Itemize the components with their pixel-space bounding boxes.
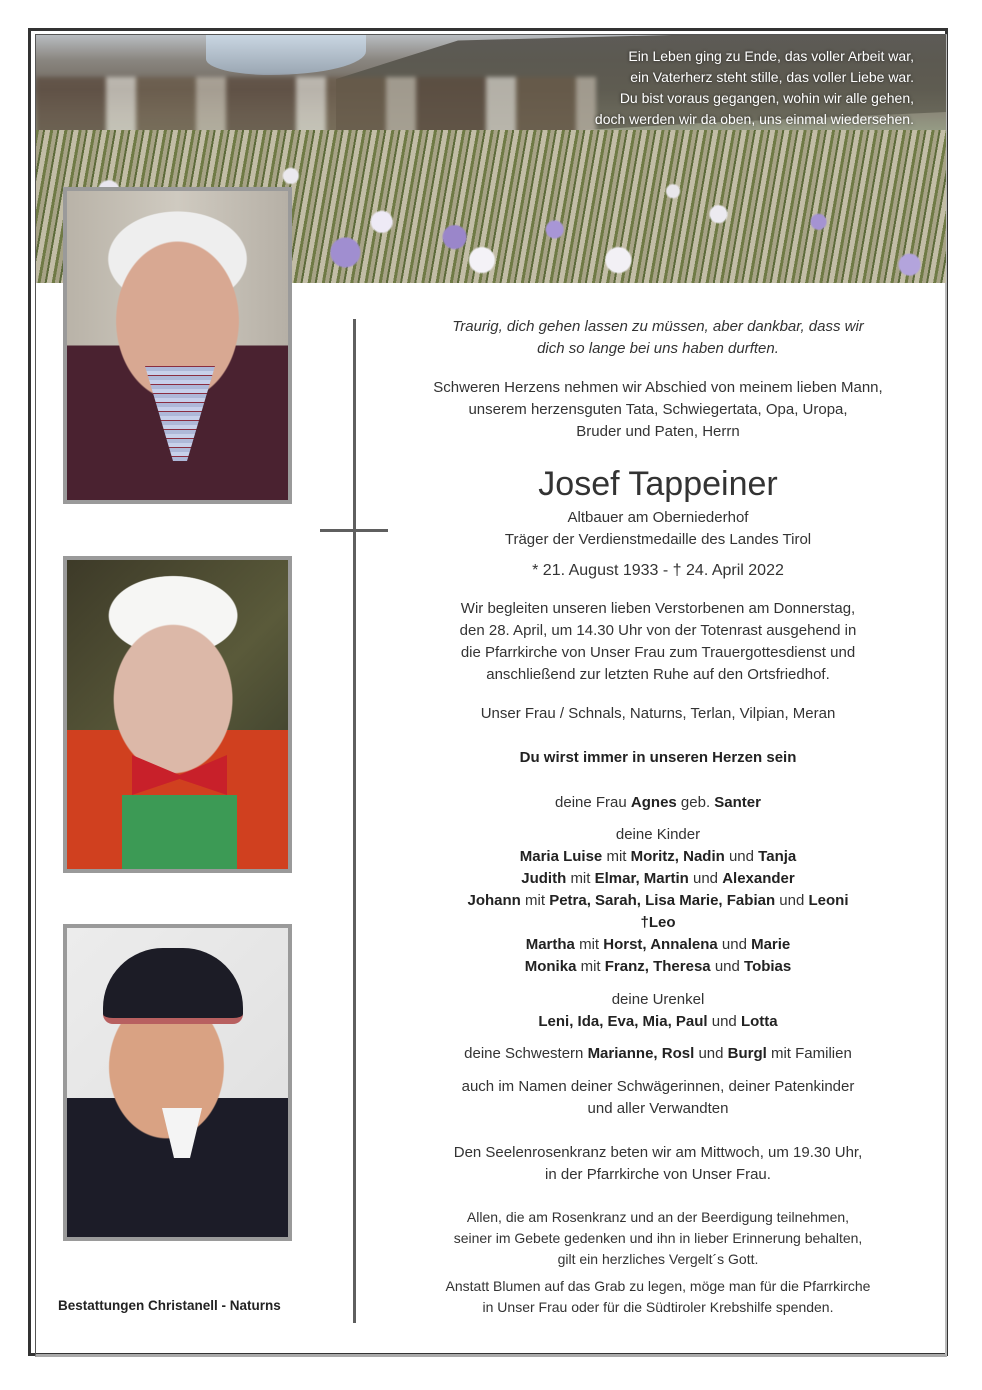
und: und [779, 892, 805, 909]
child-row [388, 956, 928, 978]
life-dates: * 21. August 1933 - † 24. April 2022 [532, 562, 784, 579]
sister-last: Burgl [727, 1045, 767, 1062]
uniform-cap [103, 948, 243, 1024]
family-name-last: Tobias [744, 958, 792, 975]
donation-line: Anstatt Blumen auf das Grab zu legen, möge man für die Pfarrkirche [445, 1278, 871, 1294]
child-row [388, 890, 928, 912]
great-grandchildren-names: Leni, Ida, Eva, Mia, Paul [538, 1013, 708, 1030]
thanks-line: gilt ein herzliches Vergelt´s Gott. [557, 1251, 759, 1267]
rosary-line: in der Pfarrkirche von Unser Frau. [545, 1166, 771, 1183]
und: und [714, 958, 740, 975]
motto: Du wirst immer in unseren Herzen sein [519, 749, 797, 766]
portrait-photo-2 [63, 556, 292, 873]
farewell-text [388, 377, 928, 443]
poem-line: ein Vaterherz steht stille, das voller Liebe war. [630, 69, 914, 85]
title-line: Altbauer am Oberniederhof [567, 509, 749, 526]
family-name-last: Marie [751, 936, 791, 953]
funeral-details [388, 598, 928, 686]
great-grandchild-last: Lotta [740, 1013, 778, 1030]
funeral-line: Wir begleiten unseren lieben Verstorbenen am Donnerstag, [460, 600, 856, 617]
family-name-last: Alexander [722, 870, 795, 887]
child-row [388, 912, 928, 934]
sisters-line [388, 1043, 928, 1065]
wife-line [388, 792, 928, 814]
farewell-line: Bruder und Paten, Herrn [576, 423, 740, 440]
funeral-line: anschließend zur letzten Ruhe auf den Ortsfriedhof. [486, 666, 830, 683]
relatives-line: auch im Namen deiner Schwägerinnen, deiner Patenkinder [461, 1078, 855, 1095]
red-bow [132, 755, 227, 795]
family-names: Horst, Annalena [603, 936, 718, 953]
family-name-last: Tanja [758, 848, 797, 865]
sisters-names: Marianne, Rosl [587, 1045, 695, 1062]
poem-line: Du bist voraus gegangen, wohin wir alle gehen, [619, 90, 914, 106]
family-names: Moritz, Nadin [630, 848, 725, 865]
intro-line: dich so lange bei uns haben durften. [537, 340, 779, 357]
thanks-line: seiner im Gebete gedenken und ihn in lieber Erinnerung behalten, [453, 1230, 863, 1246]
donation-text [388, 1276, 928, 1318]
green-vest [122, 795, 237, 873]
family-names: Franz, Theresa [604, 958, 711, 975]
und: und [711, 1013, 737, 1030]
thanks-text [388, 1207, 928, 1270]
banner-poem [595, 46, 914, 130]
intro-text [388, 316, 928, 360]
family-names: Elmar, Martin [594, 870, 689, 887]
mit: mit [525, 892, 546, 909]
mit: mit [579, 936, 600, 953]
cross-icon-vertical [353, 319, 356, 1323]
great-grandchildren-label: deine Urenkel [611, 991, 705, 1008]
wife-prefix: deine Frau [555, 794, 627, 811]
und: und [692, 870, 719, 887]
great-grandchildren-row [388, 1011, 928, 1033]
und: und [698, 1045, 724, 1062]
relatives-line: und aller Verwandten [587, 1100, 729, 1117]
mit: mit [580, 958, 601, 975]
family-names: Petra, Sarah, Lisa Marie, Fabian [549, 892, 776, 909]
places: Unser Frau / Schnals, Naturns, Terlan, Vilpian, Meran [480, 705, 836, 722]
children-block [388, 824, 928, 978]
farewell-line: unserem herzensguten Tata, Schwiegertata, Opa, Uropa, [468, 401, 848, 418]
poem-line: doch werden wir da oben, uns einmal wiedersehen. [594, 111, 914, 127]
sisters-prefix: deine Schwestern [464, 1045, 584, 1062]
funeral-line: die Pfarrkirche von Unser Frau zum Trauergottesdienst und [460, 644, 856, 661]
plaid-shirt [145, 366, 215, 461]
family-name-last: Leoni [808, 892, 849, 909]
children-label: deine Kinder [615, 826, 701, 843]
shirt-collar [162, 1108, 202, 1158]
child-name: Johann [467, 892, 521, 909]
portrait-photo-3 [63, 924, 292, 1241]
sky [206, 35, 366, 75]
farewell-line: Schweren Herzens nehmen wir Abschied von meinem lieben Mann, [433, 379, 883, 396]
wife-maiden-name: Santer [714, 794, 761, 811]
wife-name: Agnes [630, 794, 677, 811]
sisters-suffix: mit Familien [770, 1045, 852, 1062]
und: und [728, 848, 754, 865]
deceased-titles [388, 507, 928, 551]
title-line: Träger der Verdienstmedaille des Landes Tirol [504, 531, 812, 548]
intro-line: Traurig, dich gehen lassen zu müssen, aber dankbar, dass wir [452, 318, 864, 335]
child-name: Monika [524, 958, 577, 975]
donation-line: in Unser Frau oder für die Südtiroler Krebshilfe spenden. [482, 1299, 834, 1315]
relatives-text [388, 1076, 928, 1120]
village-houses [36, 77, 596, 137]
cross-icon-horizontal [320, 529, 388, 532]
mit: mit [606, 848, 627, 865]
child-row [388, 934, 928, 956]
wife-geb: geb. [680, 794, 711, 811]
und: und [721, 936, 747, 953]
child-row [388, 868, 928, 890]
child-row [388, 846, 928, 868]
poem-line: Ein Leben ging zu Ende, das voller Arbeit war, [628, 48, 914, 64]
child-name: Judith [521, 870, 567, 887]
deceased-name: Josef Tappeiner [538, 465, 778, 503]
funeral-line: den 28. April, um 14.30 Uhr von der Totenrast ausgehend in [459, 622, 857, 639]
child-name: Maria Luise [519, 848, 603, 865]
rosary-text [388, 1142, 928, 1186]
undertaker-name: Bestattungen Christanell - Naturns [58, 1298, 281, 1313]
child-name-deceased: †Leo [640, 914, 676, 931]
great-grandchildren-block [388, 989, 928, 1033]
portrait-photo-1 [63, 187, 292, 504]
thanks-line: Allen, die am Rosenkranz und an der Beerdigung teilnehmen, [466, 1209, 850, 1225]
rosary-line: Den Seelenrosenkranz beten wir am Mittwoch, um 19.30 Uhr, [453, 1144, 863, 1161]
child-name: Martha [525, 936, 575, 953]
mit: mit [570, 870, 591, 887]
